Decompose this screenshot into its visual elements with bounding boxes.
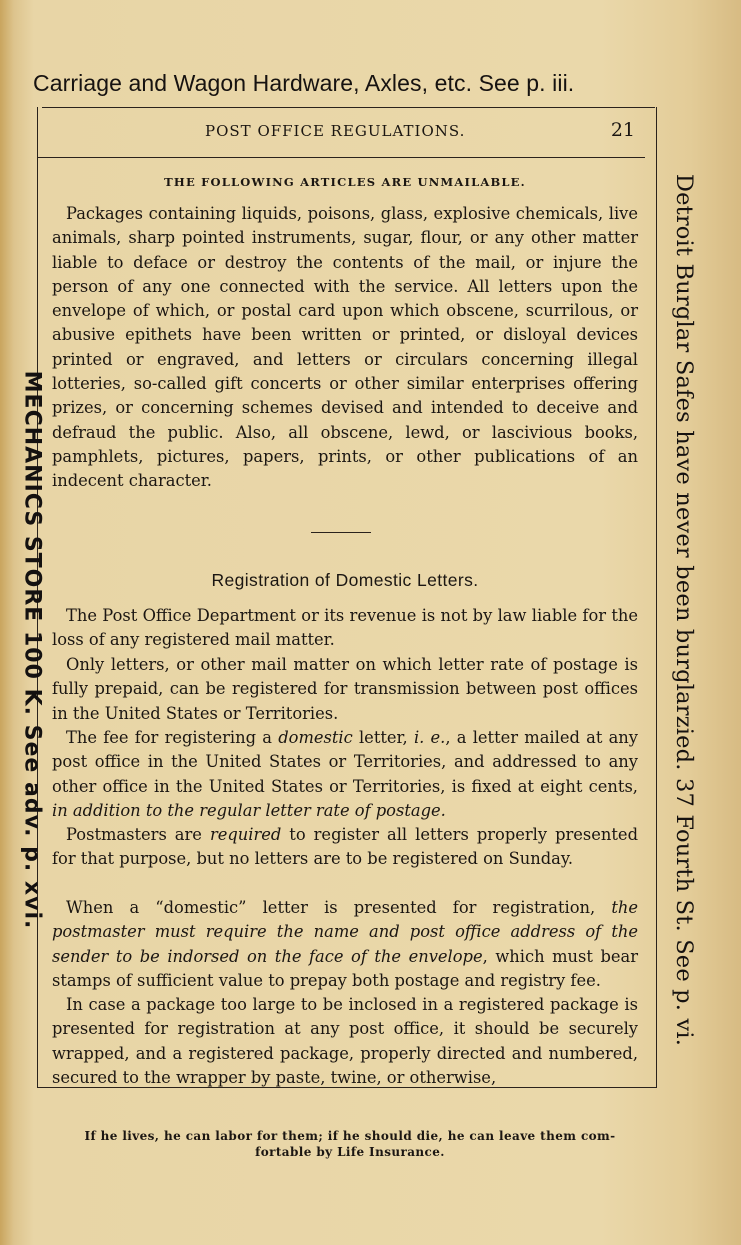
page-number: 21	[610, 119, 635, 141]
registration-paragraph-5: When a “domestic” letter is presented for registration, the postmaster must require the name and post office address of the sender to be indorsed on the face of the envelope, which must bear stamps of sufficient value to prepay both postage and registry fee.	[52, 898, 638, 990]
top-advertisement: Carriage and Wagon Hardware, Axles, etc. See p. iii.	[33, 70, 575, 96]
running-head-title: POST OFFICE REGULATIONS.	[205, 122, 466, 140]
unmailable-paragraph: Packages containing liquids, poisons, glass, explosive chemicals, live animals, sharp pointed instruments, sugar, flour, or any other matter liable to deface or destroy the contents of the mail, or injure the person of any one connected with the service. All letters upon the envelope of which, or postal card upon which obscene, scurrilous, or abusive epithets have been written or printed, or disloyal devices printed or engraved, and letters or circulars concerning illegal lotteries, so-called gift concerts or other similar enterprises offering prizes, or concerning schemes devised and intended to deceive and defraud the public. Also, all obscene, lewd, or lascivious books, pamphlets, pictures, papers, prints, or other publications of an indecent character.	[52, 204, 638, 491]
bottom-ad-line-2: fortable by Life Insurance.	[255, 1145, 445, 1159]
head-rule	[37, 157, 645, 158]
registration-paragraph-1: The Post Office Department or its revenue is not by law liable for the loss of any registered mail matter.	[52, 606, 638, 650]
bottom-advertisement	[44, 1128, 656, 1160]
registration-heading: Registration of Domestic Letters.	[211, 570, 479, 590]
right-margin-advertisement: Detroit Burglar Safes have never been burglarzied. 37 Fourth St. See p. vi.	[671, 173, 697, 1047]
registration-paragraph-4: Postmasters are required to register all letters properly presented for that purpose, but no letters are to be registered on Sunday.	[52, 825, 638, 869]
left-margin-advertisement: MECHANICS STORE 100 K. See adv. p. xvi.	[19, 370, 45, 930]
section-divider	[311, 532, 371, 533]
registration-paragraph-6: In case a package too large to be inclosed in a registered package is presented for registration at any post office, it should be securely wrapped, and a registered package, properly directed and numbered, secured to the wrapper by paste, twine, or otherwise,	[52, 995, 638, 1087]
frame-top-rule	[42, 107, 655, 108]
registration-paragraph-3: The fee for registering a domestic letter, i. e., a letter mailed at any post office in the United States or Territories, and addressed to any other office in the United States or Territories, is fixed at eight cents, in addition to the regular letter rate of postage.	[52, 728, 638, 820]
unmailable-heading: THE FOLLOWING ARTICLES ARE UNMAILABLE.	[164, 175, 526, 189]
bottom-ad-line-1: If he lives, he can labor for them; if he should die, he can leave them com-	[84, 1129, 616, 1143]
registration-paragraph-2: Only letters, or other mail matter on which letter rate of postage is fully prepaid, can be registered for transmission between post offices in the United States or Territories.	[52, 655, 638, 723]
